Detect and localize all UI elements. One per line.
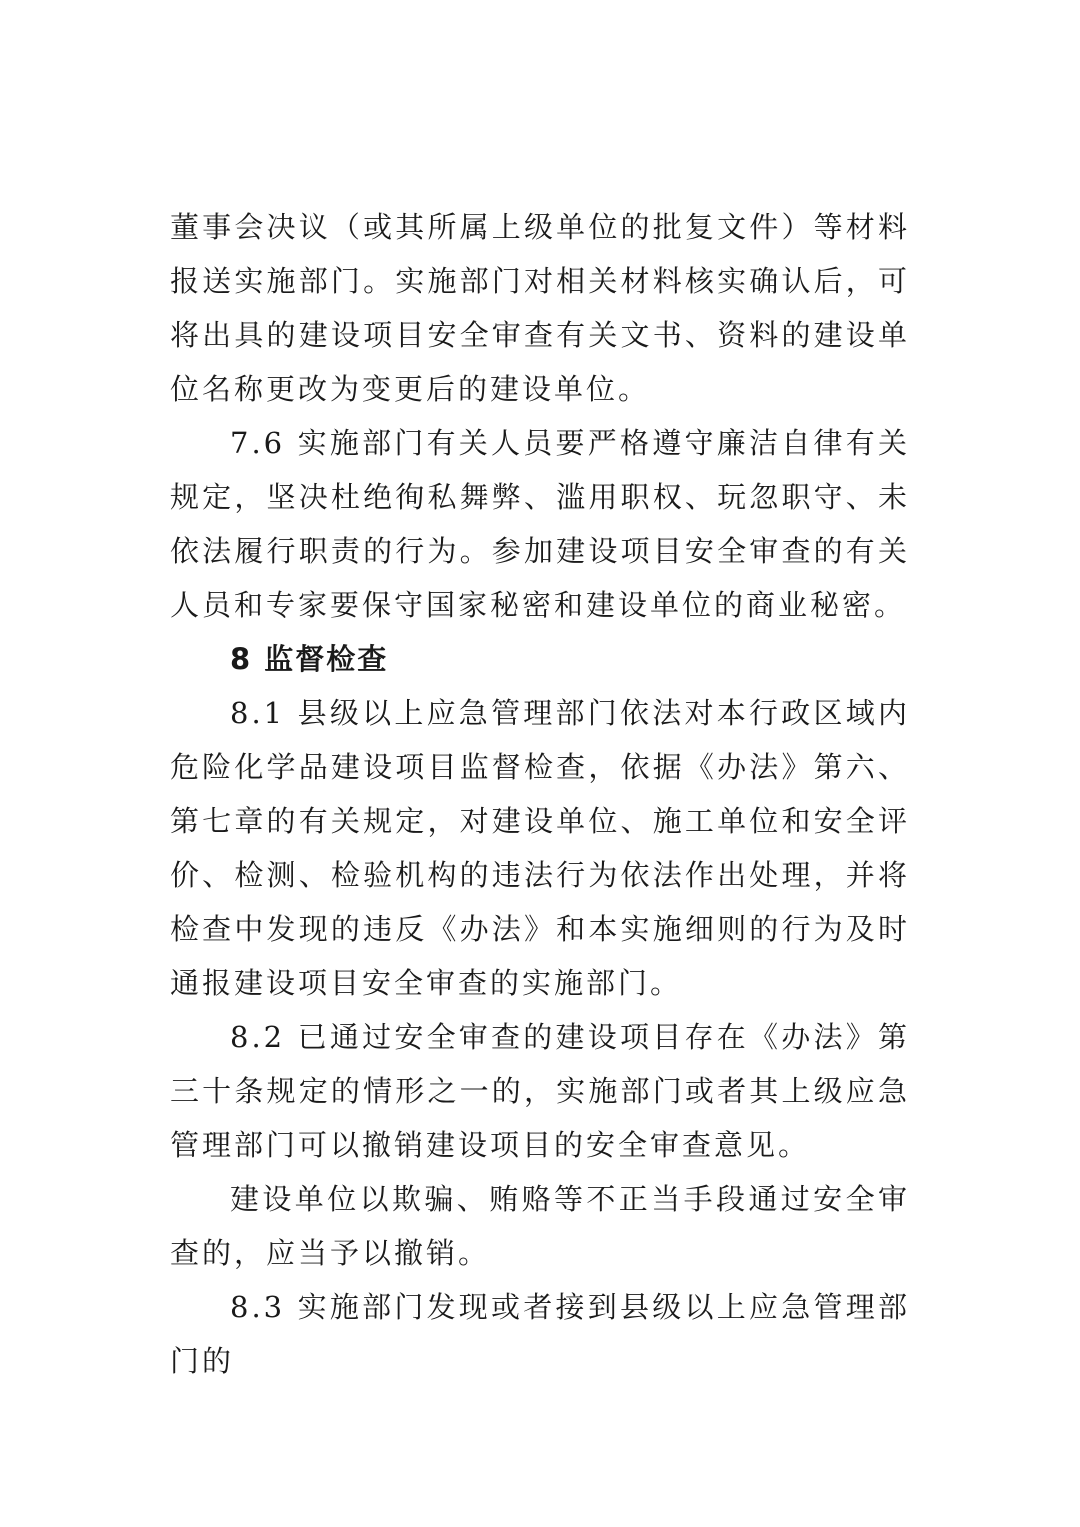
paragraph-8-3: 8.3 实施部门发现或者接到县级以上应急管理部门的 [170, 1290, 910, 1378]
paragraph-7-6: 7.6 实施部门有关人员要严格遵守廉洁自律有关规定，坚决杜绝徇私舞弊、滥用职权、玩忽职守、未依法履行职责的行为。参加建设项目安全审查的有关人员和专家要保守国家秘密和建设单位的商业秘密。 [170, 426, 910, 622]
paragraph-8-1: 8.1 县级以上应急管理部门依法对本行政区域内危险化学品建设项目监督检查，依据《办法》第六、第七章的有关规定，对建设单位、施工单位和安全评价、检测、检验机构的违法行为依法作出处理，并将检查中发现的违反《办法》和本实施细则的行为及时通报建设项目安全审查的实施部门。 [170, 696, 910, 1000]
paragraph-continuation: 董事会决议（或其所属上级单位的批复文件）等材料报送实施部门。实施部门对相关材料核实确认后，可将出具的建设项目安全审查有关文书、资料的建设单位名称更改为变更后的建设单位。 [170, 210, 910, 406]
section-heading-8: 8 监督检查 [230, 642, 389, 676]
paragraph-8-2-note: 建设单位以欺骗、贿赂等不正当手段通过安全审查的，应当予以撤销。 [170, 1182, 910, 1270]
paragraph-8-2: 8.2 已通过安全审查的建设项目存在《办法》第三十条规定的情形之一的，实施部门或者其上级应急管理部门可以撤销建设项目的安全审查意见。 [170, 1020, 910, 1162]
document-body [170, 200, 910, 1388]
